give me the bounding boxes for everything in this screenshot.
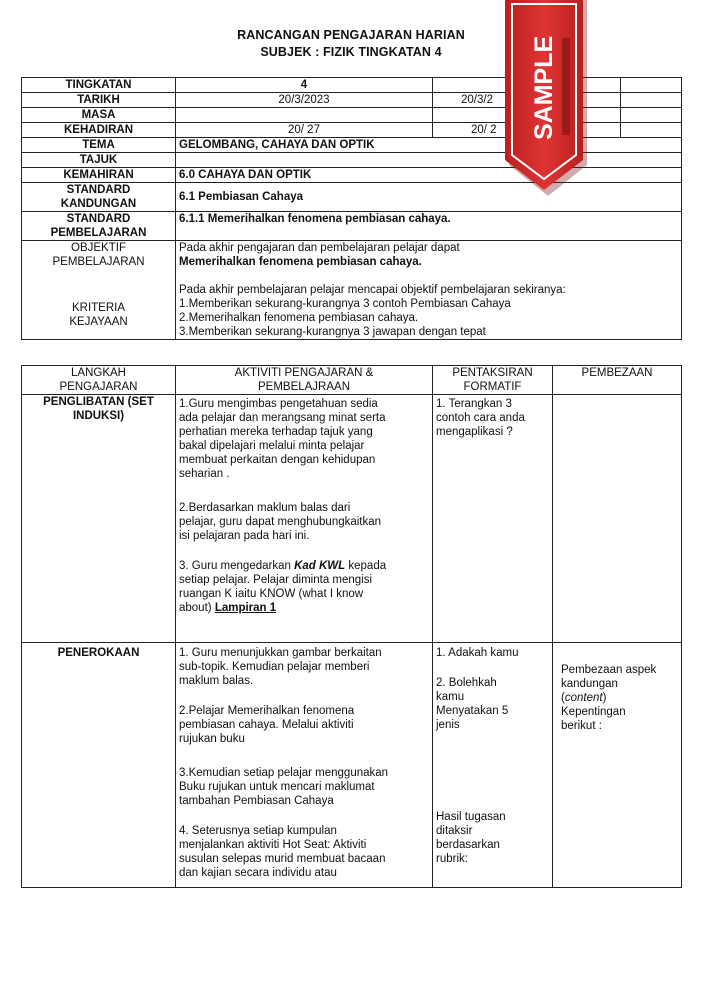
tarikh-label: TARIKH [22,93,176,108]
label-line: PENGLIBATAN (SET [43,396,154,408]
label-line: AKTIVITI PENGAJARAN & [234,367,374,379]
text-line: membuat perkaitan dengan kehidupan [179,454,376,466]
label-line: PEMBELAJARAN [50,227,147,239]
table-row [22,395,682,643]
standard-kandungan-value: 6.1 Pembiasan Cahaya [176,183,682,212]
text-line: ruangan K iaitu KNOW (what I know [179,588,364,600]
text-line: 2.Pelajar Memerihalkan fenomena [179,705,355,717]
text-line: kamu [436,691,465,703]
spacer [179,269,678,283]
header-pentaksiran [433,366,553,395]
sample-watermark [503,0,590,196]
text-line: berdasarkan [436,839,500,851]
label-line: LANGKAH [71,367,126,379]
label-line: STANDARD [66,184,131,196]
spacer [436,732,549,810]
text-span: about) [179,602,215,614]
table-row [22,241,682,340]
label-line: PEMBELAJARAN [52,256,145,268]
page-title: RANCANGAN PENGAJARAN HARIAN [237,28,465,42]
sample-label: SAMPLE [530,35,558,140]
text-line: 2.Berdasarkan maklum balas dari [179,502,351,514]
text-line: rujukan buku [179,733,245,745]
text-line: 1. Terangkan 3 [436,398,512,410]
text-line: menjalankan aktiviti Hot Seat: Aktiviti [179,839,367,851]
kehadiran-value-2: 20/ 2 [433,123,556,138]
label-line: KANDUNGAN [60,198,137,210]
text-line: pembiasan cahaya. Melalui aktiviti [179,719,354,731]
tarikh-value-2: 20/3/2 [433,93,556,108]
kehadiran-label: KEHADIRAN [22,123,176,138]
kehadiran-value: 20/ 27 [176,123,433,138]
cell [621,78,682,93]
text-line: pelajar, guru dapat menghubungkaitkan [179,516,382,528]
text-line: Pada akhir pembelajaran pelajar mencapai objektif pembelajaran sekiranya: [179,284,566,296]
text-line [179,559,429,573]
text-line: 2.Memerihalkan fenomena pembiasan cahaya. [179,312,419,324]
activity-induksi [176,395,433,643]
table-row [22,366,682,395]
masa-label: MASA [22,108,176,123]
text-line: 3.Memberikan sekurang-kurangnya 3 jawapan dengan tepat [179,326,486,338]
text-line: 1.Memberikan sekurang-kurangnya 3 contoh Pembiasan Cahaya [179,298,511,310]
cell [176,108,433,123]
tajuk-label: TAJUK [22,153,176,168]
lampiran-link[interactable]: Lampiran 1 [214,602,277,614]
tingkatan-value: 4 [176,78,433,93]
pembezaan-penerokaan [553,643,682,888]
text-line: maklum balas. [179,675,254,687]
text-line: 1.Guru mengimbas pengetahuan sedia [179,398,378,410]
spacer [179,808,429,824]
objektif-kriteria-value [176,241,682,340]
tema-value: GELOMBANG, CAHAYA DAN OPTIK [176,138,556,153]
objektif-kriteria-label [22,241,176,340]
tarikh-value: 20/3/2023 [176,93,433,108]
kemahiran-value: 6.0 CAHAYA DAN OPTIK [176,168,682,183]
text-line: seharian . [179,468,230,480]
text-line: jenis [436,719,460,731]
standard-pembelajaran-label [22,212,176,241]
text-line: bakal dipelajari melalui minta pelajar [179,440,365,452]
kad-kwl-text: Kad KWL [294,560,346,572]
ribbon-tag [562,38,570,135]
label-line: OBJEKTIF [71,242,126,254]
text-line: Memerihalkan fenomena pembiasan cahaya. [179,256,422,268]
text-line: 3.Kemudian setiap pelajar menggunakan [179,767,389,779]
tema-label: TEMA [22,138,176,153]
text-line: (content) [561,692,607,704]
text-line: ada pelajar dan merangsang minat serta [179,412,386,424]
text-line: tambahan Pembiasan Cahaya [179,795,334,807]
label-line: STANDARD [66,213,131,225]
label-line: INDUKSI) [72,410,125,422]
text-span: kepada [345,560,387,572]
standard-kandungan-label [22,183,176,212]
spacer [179,746,429,766]
text-line: Pembezaan aspek [561,664,657,676]
text-line: Menyatakan 5 [436,705,509,717]
cell [621,93,682,108]
text-line: 2. Bolehkah [436,677,497,689]
label-line: PENGAJARAN [59,381,138,393]
table-row [22,212,682,241]
label-line: FORMATIF [463,381,522,393]
cell [621,123,682,138]
tajuk-value [176,153,682,168]
text-line: ditaksir [436,825,473,837]
activity-penerokaan [176,643,433,888]
step-induksi [22,395,176,643]
text-line: susulan selepas murid membuat bacaan [179,853,386,865]
content-text: content [564,692,603,704]
text-line: mengaplikasi ? [436,426,513,438]
spacer [436,660,549,676]
cell [621,108,682,123]
text-line [179,601,429,615]
text-line: contoh cara anda [436,412,525,424]
text-line: kandungan [561,678,618,690]
spacer [25,269,172,301]
label-line: KRITERIA [71,302,126,314]
text-line: Pada akhir pengajaran dan pembelajaran pelajar dapat [179,242,460,254]
kemahiran-label: KEMAHIRAN [22,168,176,183]
spacer [179,688,429,704]
page-subtitle: SUBJEK : FIZIK TINGKATAN 4 [260,45,442,59]
header-langkah [22,366,176,395]
text-line: perhatian mereka terhadap tajuk yang [179,426,373,438]
spacer [179,481,429,501]
text-line: berikut : [561,720,602,732]
label-line: PEMBELAJRAAN [257,381,351,393]
text-line: 1. Guru menunjukkan gambar berkaitan [179,647,382,659]
text-line: isi pelajaran pada hari ini. [179,530,310,542]
step-penerokaan: PENEROKAAN [22,643,176,888]
header-pembezaan: PEMBEZAAN [553,366,682,395]
text-line: Kepentingan [561,706,626,718]
formatif-penerokaan [433,643,553,888]
text-line: 4. Seterusnya setiap kumpulan [179,825,337,837]
label-line: KEJAYAAN [69,316,128,328]
text-line: rubrik: [436,853,468,865]
standard-pembelajaran-value: 6.1.1 Memerihalkan fenomena pembiasan cahaya. [176,212,682,241]
text-line: sub-topik. Kemudian pelajar memberi [179,661,370,673]
plan-table [21,365,682,888]
tingkatan-label: TINGKATAN [22,78,176,93]
text-line: 1. Adakah kamu [436,647,519,659]
label-line: PENTAKSIRAN [452,367,533,379]
text-line: Buku rujukan untuk mencari maklumat [179,781,375,793]
table-row [22,643,682,888]
header-aktiviti [176,366,433,395]
pembezaan-induksi [553,395,682,643]
text-line: dan kajian secara individu atau [179,867,337,879]
formatif-induksi [433,395,553,643]
spacer [179,543,429,559]
text-line: Hasil tugasan [436,811,506,823]
text-line: setiap pelajar. Pelajar diminta mengisi [179,574,373,586]
text-span: 3. Guru mengedarkan [179,560,295,572]
